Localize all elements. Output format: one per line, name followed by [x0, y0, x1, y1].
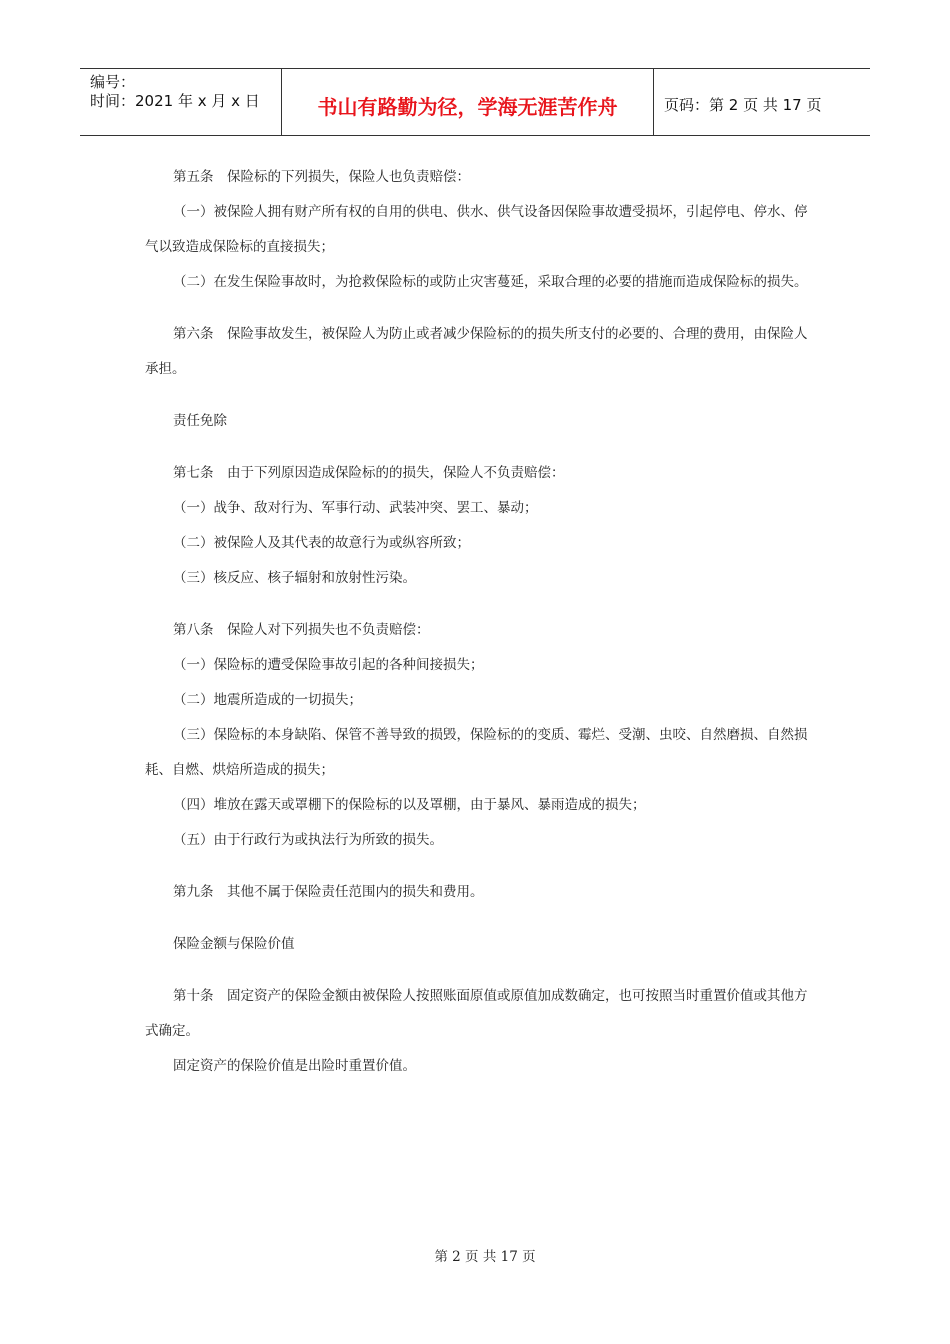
section-heading-insured-amount: 保险金额与保险价值 — [173, 936, 295, 952]
article-8-item-5: （五）由于行政行为或执法行为所致的损失。 — [173, 832, 443, 848]
article-5-item-2: （二）在发生保险事故时，为抢救保险标的或防止灾害蔓延，采取合理的必要的措施而造成保险标的损失。 — [173, 274, 808, 290]
article-9: 第九条 其他不属于保险责任范围内的损失和费用。 — [173, 884, 484, 900]
header-motto: 书山有路勤为径，学海无涯苦作舟 — [282, 69, 654, 135]
article-8-item-1: （一）保险标的遭受保险事故引起的各种间接损失； — [173, 657, 484, 673]
article-8-item-2: （二）地震所造成的一切损失； — [173, 692, 362, 708]
article-7-item-2: （二）被保险人及其代表的故意行为或纵容所致； — [173, 535, 470, 551]
document-body — [145, 160, 810, 1084]
header-page-info: 页码：第 2 页 共 17 页 — [664, 95, 822, 114]
article-10-value: 固定资产的保险价值是出险时重置价值。 — [173, 1058, 416, 1074]
article-8-heading: 第八条 保险人对下列损失也不负责赔偿： — [173, 622, 430, 638]
section-heading-exclusions: 责任免除 — [173, 413, 227, 429]
document-number-label: 编号： — [90, 73, 136, 91]
page-footer: 第 2 页 共 17 页 — [434, 1249, 536, 1265]
page-header — [80, 68, 870, 136]
article-7-item-3: （三）核反应、核子辐射和放射性污染。 — [173, 570, 416, 586]
article-6: 第六条 保险事故发生，被保险人为防止或者减少保险标的的损失所支付的必要的、合理的费用，由保险人承担。 — [145, 326, 808, 377]
article-5-item-1: （一）被保险人拥有财产所有权的自用的供电、供水、供气设备因保险事故遭受损坏，引起停电、停水、停气以致造成保险标的直接损失； — [145, 204, 808, 255]
article-7-item-1: （一）战争、敌对行为、军事行动、武装冲突、罢工、暴动； — [173, 500, 538, 516]
article-7-heading: 第七条 由于下列原因造成保险标的的损失，保险人不负责赔偿： — [173, 465, 565, 481]
document-date: 时间：2021 年 x 月 x 日 — [90, 92, 260, 110]
header-meta — [80, 69, 282, 135]
article-8-item-3: （三）保险标的本身缺陷、保管不善导致的损毁，保险标的的变质、霉烂、受潮、虫咬、自然磨损、自然损耗、自燃、烘焙所造成的损失； — [145, 727, 808, 778]
article-5-heading: 第五条 保险标的下列损失，保险人也负责赔偿： — [173, 169, 470, 185]
article-8-item-4: （四）堆放在露天或罩棚下的保险标的以及罩棚，由于暴风、暴雨造成的损失； — [173, 797, 646, 813]
article-10: 第十条 固定资产的保险金额由被保险人按照账面原值或原值加成数确定，也可按照当时重置价值或其他方式确定。 — [145, 988, 808, 1039]
